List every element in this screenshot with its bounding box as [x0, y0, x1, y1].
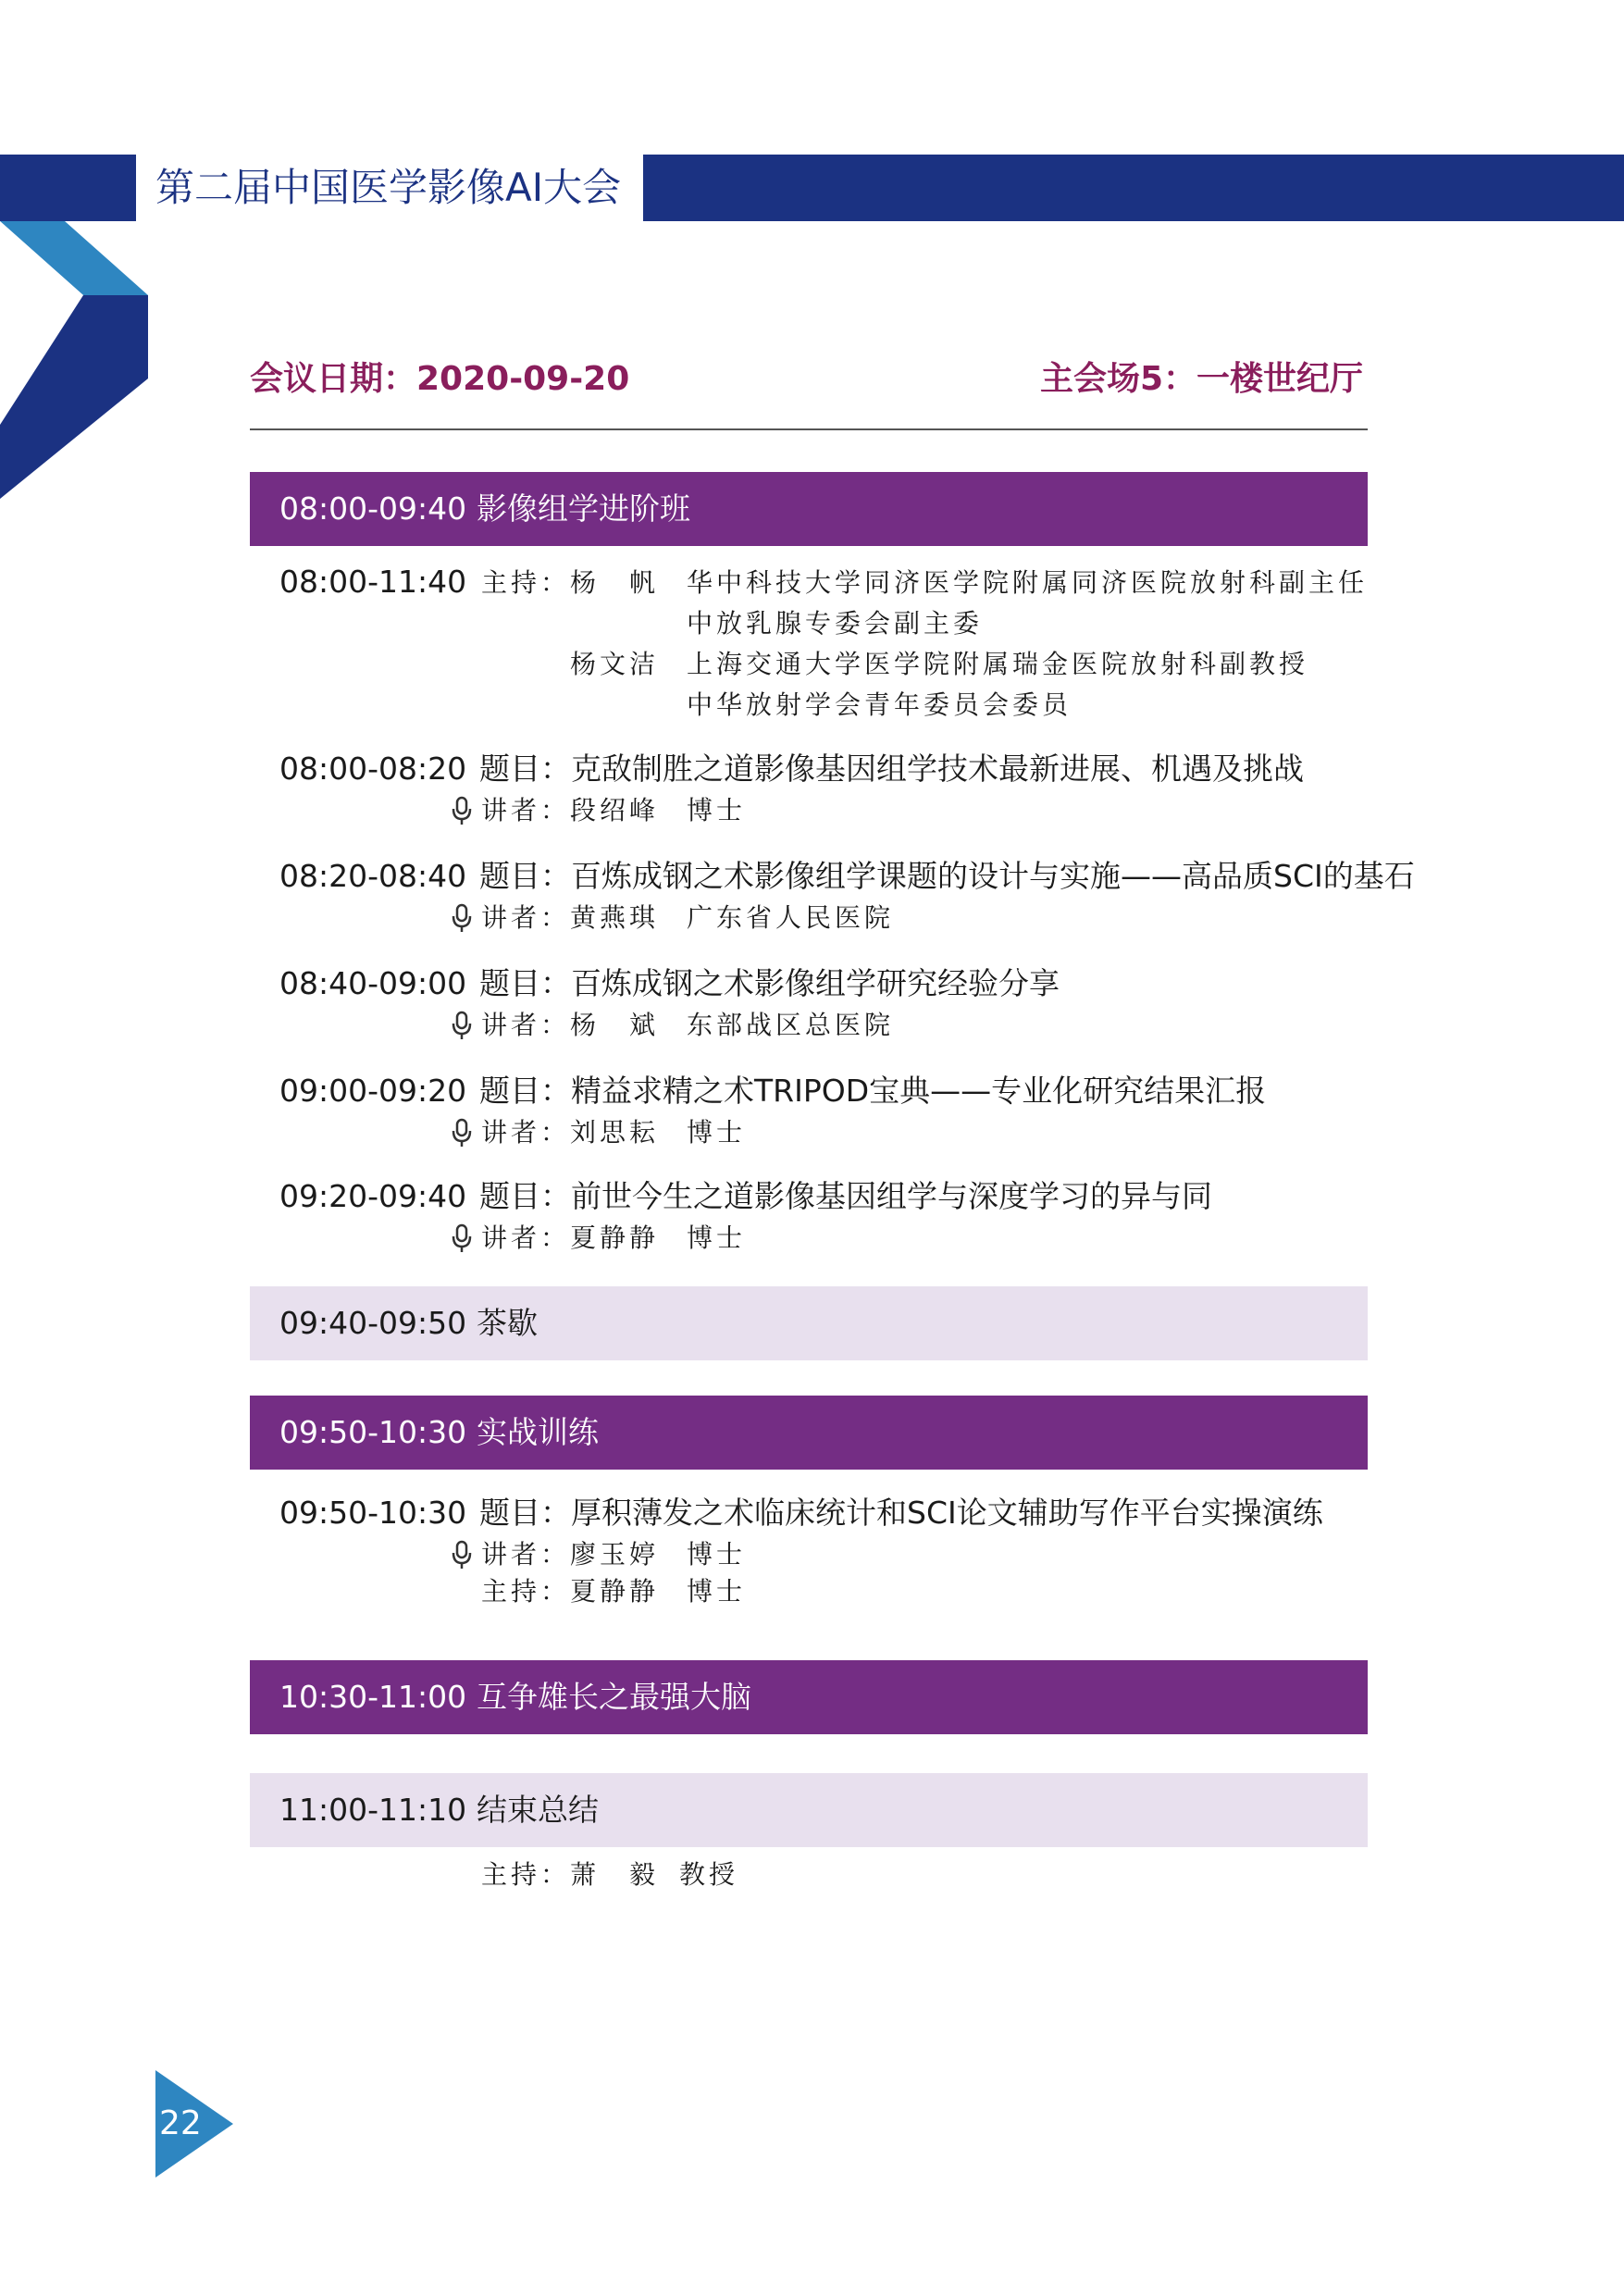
microphone-icon — [450, 1223, 474, 1253]
host-title: 博士 — [687, 1576, 747, 1607]
talk-topic: 题目：百炼成钢之术影像组学课题的设计与实施——高品质SCI的基石 — [479, 858, 1415, 894]
microphone-icon — [450, 903, 474, 933]
speaker-affiliation: 博士 — [687, 1222, 747, 1253]
speaker-affiliation: 博士 — [687, 795, 747, 825]
section-band — [250, 1660, 1368, 1734]
meeting-venue: 主会场5：一楼世纪厅 — [1039, 360, 1363, 398]
host-label: 主持： — [481, 1576, 571, 1607]
speaker-label: 讲者： — [481, 1010, 571, 1040]
section-band — [250, 1773, 1368, 1847]
speaker-affiliation: 博士 — [687, 1117, 747, 1148]
speaker-name: 廖玉婷 — [570, 1539, 660, 1570]
section-band — [250, 472, 1368, 546]
host-affiliation: 华中科技大学同济医学院附属同济医院放射科副主任 — [687, 567, 1369, 598]
talk-time: 09:00-09:20 — [279, 1073, 467, 1109]
speaker-name: 刘思耘 — [570, 1117, 660, 1148]
meeting-date: 会议日期：2020-09-20 — [250, 360, 630, 398]
talk-topic: 题目：精益求精之术TRIPOD宝典——专业化研究结果汇报 — [479, 1073, 1267, 1109]
talk-topic: 题目：前世今生之道影像基因组学与深度学习的异与同 — [479, 1178, 1212, 1214]
host-affiliation: 中放乳腺专委会副主委 — [687, 608, 984, 639]
talk-time: 08:40-09:00 — [279, 965, 467, 1001]
speaker-affiliation: 东部战区总医院 — [687, 1010, 895, 1040]
microphone-icon — [450, 796, 474, 825]
host-name: 萧 毅 — [570, 1859, 660, 1890]
section-name: 茶歇 — [477, 1305, 538, 1341]
host-affiliation: 中华放射学会青年委员会委员 — [687, 689, 1072, 720]
speaker-name: 段绍峰 — [570, 795, 660, 825]
microphone-icon — [450, 1118, 474, 1148]
speaker-affiliation: 博士 — [687, 1539, 747, 1570]
host-affiliation: 上海交通大学医学院附属瑞金医院放射科副教授 — [687, 649, 1309, 679]
conference-title: 第二届中国医学影像AI大会 — [155, 165, 622, 210]
talk-topic: 题目：克敌制胜之道影像基因组学技术最新进展、机遇及挑战 — [479, 751, 1304, 787]
header-bar-left — [0, 155, 136, 221]
section-band — [250, 1286, 1368, 1360]
section-time: 09:40-09:50 — [279, 1305, 467, 1341]
talk-time: 08:00-08:20 — [279, 751, 467, 787]
speaker-label: 讲者： — [481, 1539, 571, 1570]
host-name: 夏静静 — [570, 1576, 660, 1607]
chevron-decoration — [0, 221, 148, 499]
section-time: 10:30-11:00 — [279, 1679, 467, 1715]
talk-time: 08:20-08:40 — [279, 858, 467, 894]
host-title: 教授 — [679, 1859, 739, 1890]
header-bar-right — [643, 155, 1624, 221]
talk-topic: 题目：百炼成钢之术影像组学研究经验分享 — [479, 965, 1060, 1001]
section-name: 结束总结 — [477, 1792, 599, 1828]
speaker-label: 讲者： — [481, 1222, 571, 1253]
host-label: 主持： — [481, 567, 571, 598]
section-band — [250, 1396, 1368, 1470]
speaker-label: 讲者： — [481, 1117, 571, 1148]
microphone-icon — [450, 1540, 474, 1570]
section-name: 影像组学进阶班 — [477, 490, 690, 527]
hosts-time: 08:00-11:40 — [279, 564, 467, 600]
section-time: 08:00-09:40 — [279, 490, 467, 527]
talk-time: 09:50-10:30 — [279, 1495, 467, 1531]
host-name: 杨文洁 — [570, 649, 660, 679]
speaker-name: 黄燕琪 — [570, 902, 660, 933]
speaker-label: 讲者： — [481, 902, 571, 933]
host-name: 杨 帆 — [570, 567, 660, 598]
speaker-name: 杨 斌 — [570, 1010, 660, 1040]
speaker-name: 夏静静 — [570, 1222, 660, 1253]
section-time: 11:00-11:10 — [279, 1792, 467, 1828]
divider — [250, 428, 1368, 430]
microphone-icon — [450, 1011, 474, 1040]
host-label: 主持： — [481, 1859, 571, 1890]
section-name: 实战训练 — [477, 1414, 599, 1450]
talk-time: 09:20-09:40 — [279, 1178, 467, 1214]
speaker-affiliation: 广东省人民医院 — [687, 902, 895, 933]
talk-topic: 题目：厚积薄发之术临床统计和SCI论文辅助写作平台实操演练 — [479, 1495, 1323, 1531]
section-time: 09:50-10:30 — [279, 1414, 467, 1450]
section-name: 互争雄长之最强大脑 — [477, 1679, 751, 1715]
speaker-label: 讲者： — [481, 795, 571, 825]
page-number: 22 — [159, 2104, 202, 2142]
